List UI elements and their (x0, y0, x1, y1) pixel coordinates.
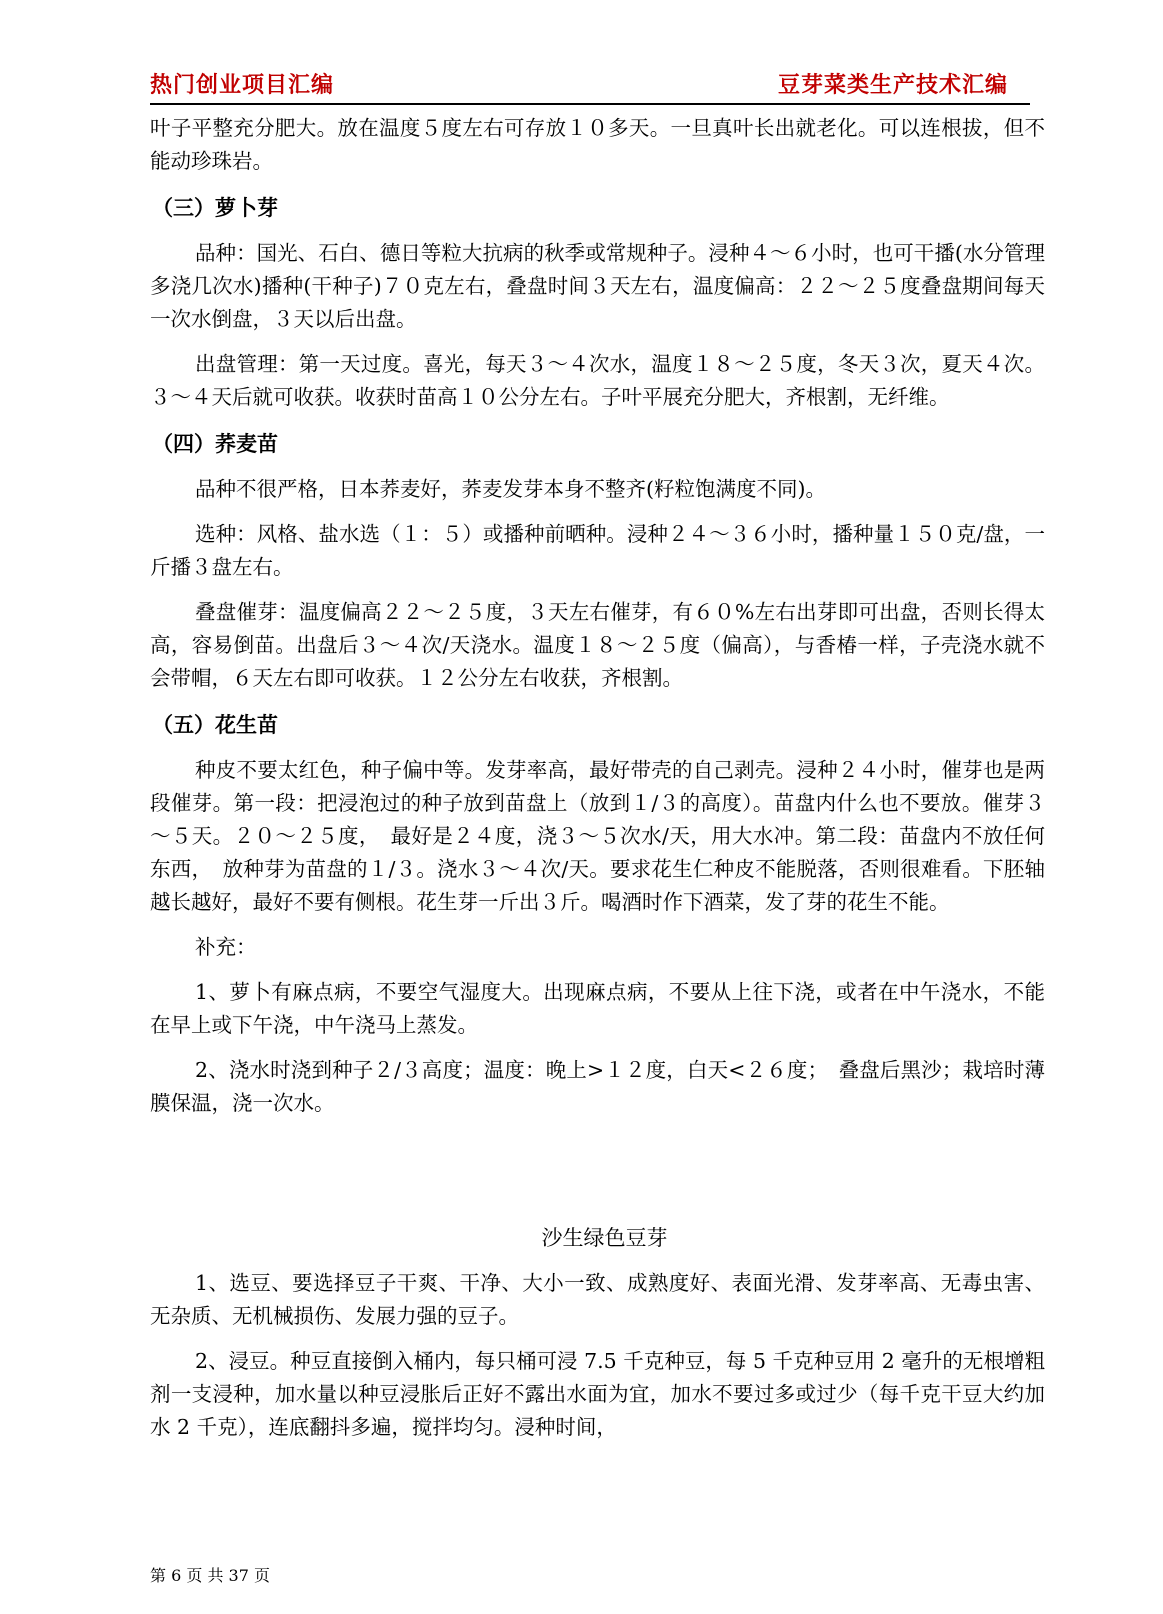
header-left-title: 热门创业项目汇编 (150, 73, 335, 98)
intro-paragraph: 叶子平整充分肥大。放在温度５度左右可存放１０多天。一旦真叶长出就老化。可以连根拔，但不能动珍珠岩。 (150, 116, 1045, 173)
section-heading-radish-sprout: （三）萝卜芽 (152, 196, 278, 220)
page-header (150, 68, 1030, 102)
article-title: 沙生绿色豆芽 (541, 1226, 668, 1250)
section-heading-buckwheat-sprout: （四）荞麦苗 (152, 432, 278, 456)
section-heading-peanut-sprout: （五）花生苗 (152, 713, 278, 737)
header-right-title: 豆芽菜类生产技术汇编 (777, 73, 1008, 98)
header-divider (150, 103, 1030, 105)
paragraph: 叠盘催芽：温度偏高２２～２５度，３天左右催芽，有６０%左右出芽即可出盘，否则长得太高，容易倒苗。出盘后３～４次/天浇水。温度１８～２５度（偏高），与香椿一样，子壳浇水就不会带帽，６天左右即可收获。１２公分左右收获，齐根割。 (150, 600, 1045, 690)
paragraph: 品种不很严格，日本荞麦好，荞麦发芽本身不整齐(籽粒饱满度不同)。 (195, 477, 826, 501)
paragraph: 品种：国光、石白、德日等粒大抗病的秋季或常规种子。浸种４～６小时，也可干播(水分管理多浇几次水)播种(干种子)７０克左右，叠盘时间３天左右，温度偏高：２２～２５度叠盘期间每天一次水倒盘，３天以后出盘。 (150, 241, 1045, 331)
supplement-label: 补充： (195, 935, 257, 959)
paragraph: 1、选豆、要选择豆子干爽、干净、大小一致、成熟度好、表面光滑、发芽率高、无毒虫害、无杂质、无机械损伤、发展力强的豆子。 (150, 1271, 1045, 1328)
paragraph: 2、浇水时浇到种子２/３高度；温度：晚上>１２度，白天<２６度； 叠盘后黑沙；栽培时薄膜保温，浇一次水。 (150, 1058, 1045, 1115)
paragraph: 种皮不要太红色，种子偏中等。发芽率高，最好带壳的自己剥壳。浸种２４小时，催芽也是两段催芽。第一段：把浸泡过的种子放到苗盘上（放到１/３的高度）。苗盘内什么也不要放。催芽３～５天。２０～２５度， 最好是２４度，浇３～５次水/天，用大水冲。第二段：苗盘内不放任何东西， 放种芽为苗盘的１/３。浇水３～４次/天。要求花生仁种皮不能脱落，否则很难看。下胚轴越长越好，最好不要有侧根。花生芽一斤出３斤。喝酒时作下酒菜，发了芽的花生不能。 (150, 758, 1045, 914)
paragraph: 1、萝卜有麻点病，不要空气湿度大。出现麻点病，不要从上往下浇，或者在中午浇水，不能在早上或下午浇，中午浇马上蒸发。 (150, 980, 1045, 1037)
page-footer: 第 6 页 共 37 页 (150, 1566, 270, 1585)
paragraph: 2、浸豆。种豆直接倒入桶内，每只桶可浸 7.5 千克种豆，每 5 千克种豆用 2 毫升的无根增粗剂一支浸种，加水量以种豆浸胀后正好不露出水面为宜，加水不要过多或过少（每千克干豆大约加水 2 千克），连底翻抖多遍，搅拌均匀。浸种时间， (150, 1349, 1045, 1439)
page-content (150, 112, 1045, 1444)
paragraph: 选种：风格、盐水选（１：５）或播种前晒种。浸种２４～３６小时，播种量１５０克/盘，一斤播３盘左右。 (150, 522, 1045, 579)
paragraph: 出盘管理：第一天过度。喜光，每天３～４次水，温度１８～２５度，冬天３次，夏天４次。３～４天后就可收获。收获时苗高１０公分左右。子叶平展充分肥大，齐根割，无纤维。 (150, 352, 1045, 409)
